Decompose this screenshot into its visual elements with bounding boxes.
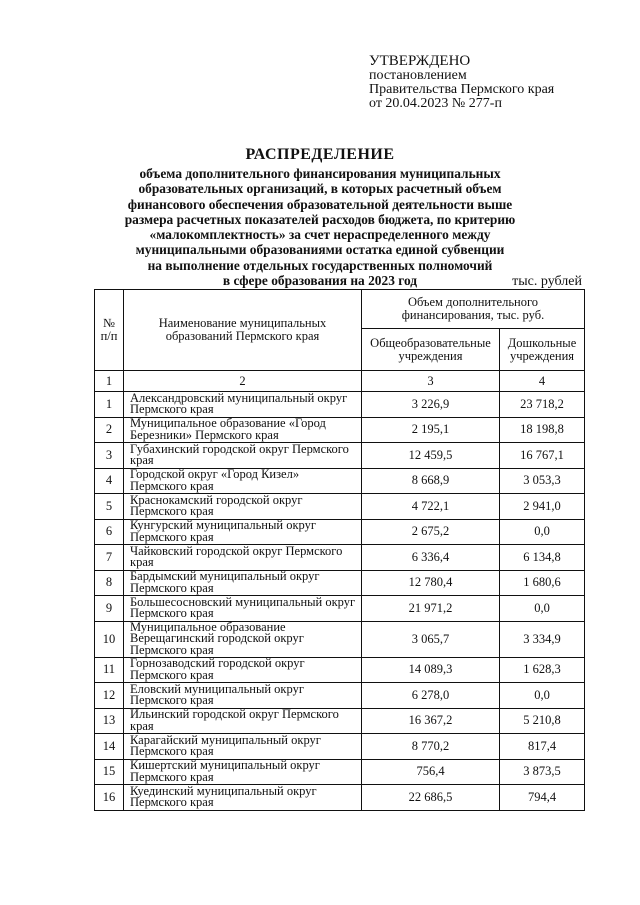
preschool-value: 16 767,1: [500, 443, 585, 469]
row-number: 7: [95, 545, 124, 571]
header-number: № п/п: [95, 290, 124, 371]
general-education-value: 3 065,7: [362, 621, 500, 657]
approval-heading: УТВЕРЖДЕНО: [369, 53, 471, 69]
general-education-value: 6 278,0: [362, 683, 500, 709]
general-education-value: 22 686,5: [362, 785, 500, 811]
subtitle-line: финансового обеспечения образовательной деятельности выше: [127, 196, 513, 212]
table-row: [95, 621, 585, 657]
preschool-value: 18 198,8: [500, 417, 585, 443]
preschool-value: 3 053,3: [500, 468, 585, 494]
preschool-value: 0,0: [500, 683, 585, 709]
index-cell: 2: [124, 371, 362, 392]
header-funding-group: Объем дополнительного финансирования, тыс. руб.: [362, 290, 585, 329]
table-row: [95, 545, 585, 571]
header-municipality: Наименование муниципальных образований Пермского края: [124, 290, 362, 371]
row-number: 4: [95, 468, 124, 494]
general-education-value: 12 780,4: [362, 570, 500, 596]
subtitle-line: образовательных организаций, в которых расчетный объем: [138, 181, 502, 197]
header-general-education: Общеобразовательные учреждения: [362, 329, 500, 371]
row-number: 15: [95, 759, 124, 785]
municipality-name: Большесосновский муниципальный округ Пермского края: [124, 596, 362, 622]
general-education-value: 4 722,1: [362, 494, 500, 520]
index-row: [95, 371, 585, 392]
municipality-name: Муниципальное образование Верещагинский городской округ Пермского края: [124, 621, 362, 657]
general-education-value: 6 336,4: [362, 545, 500, 571]
preschool-value: 23 718,2: [500, 392, 585, 418]
municipality-name: Карагайский муниципальный округ Пермского края: [124, 734, 362, 760]
general-education-value: 3 226,9: [362, 392, 500, 418]
general-education-value: 14 089,3: [362, 657, 500, 683]
index-cell: 4: [500, 371, 585, 392]
municipality-name: Городской округ «Город Кизел» Пермского края: [124, 468, 362, 494]
table-row: [95, 683, 585, 709]
municipality-name: Куединский муниципальный округ Пермского края: [124, 785, 362, 811]
index-cell: 1: [95, 371, 124, 392]
municipality-name: Губахинский городской округ Пермского края: [124, 443, 362, 469]
table-row: [95, 785, 585, 811]
row-number: 9: [95, 596, 124, 622]
general-education-value: 16 367,2: [362, 708, 500, 734]
general-education-value: 8 770,2: [362, 734, 500, 760]
approval-stamp: [369, 54, 554, 111]
table-row: [95, 519, 585, 545]
municipality-name: Еловский муниципальный округ Пермского края: [124, 683, 362, 709]
preschool-value: 0,0: [500, 519, 585, 545]
row-number: 16: [95, 785, 124, 811]
municipality-name: Горнозаводский городской округ Пермского края: [124, 657, 362, 683]
approval-line-1: постановлением: [369, 68, 467, 83]
table-row: [95, 443, 585, 469]
approval-line-3: от 20.04.2023 № 277-п: [369, 96, 502, 111]
table-row: [95, 759, 585, 785]
unit-label: тыс. рублей: [512, 274, 582, 289]
row-number: 5: [95, 494, 124, 520]
row-number: 8: [95, 570, 124, 596]
preschool-value: 6 134,8: [500, 545, 585, 571]
row-number: 3: [95, 443, 124, 469]
general-education-value: 8 668,9: [362, 468, 500, 494]
preschool-value: 1 628,3: [500, 657, 585, 683]
subtitle-line: размера расчетных показателей расходов бюджета, по критерию: [124, 211, 516, 227]
municipality-name: Ильинский городской округ Пермского края: [124, 708, 362, 734]
subtitle-line: муниципальными образованиями остатка единой субвенции: [135, 242, 505, 258]
municipality-name: Краснокамский городской округ Пермского края: [124, 494, 362, 520]
subtitle-line: «малокомплектность» за счет нераспределенного между: [149, 227, 491, 243]
distribution-table: [94, 289, 585, 811]
municipality-name: Александровский муниципальный округ Пермского края: [124, 392, 362, 418]
preschool-value: 1 680,6: [500, 570, 585, 596]
table-row: [95, 734, 585, 760]
table-row: [95, 657, 585, 683]
row-number: 11: [95, 657, 124, 683]
row-number: 12: [95, 683, 124, 709]
municipality-name: Бардымский муниципальный округ Пермского края: [124, 570, 362, 596]
document-title: РАСПРЕДЕЛЕНИЕ: [245, 146, 395, 163]
preschool-value: 794,4: [500, 785, 585, 811]
document-subtitle: [90, 166, 550, 288]
general-education-value: 2 195,1: [362, 417, 500, 443]
table-row: [95, 596, 585, 622]
preschool-value: 2 941,0: [500, 494, 585, 520]
municipality-name: Муниципальное образование «Город Березники» Пермского края: [124, 417, 362, 443]
preschool-value: 817,4: [500, 734, 585, 760]
municipality-name: Кунгурский муниципальный округ Пермского края: [124, 519, 362, 545]
row-number: 13: [95, 708, 124, 734]
general-education-value: 2 675,2: [362, 519, 500, 545]
preschool-value: 3 334,9: [500, 621, 585, 657]
table-row: [95, 708, 585, 734]
preschool-value: 5 210,8: [500, 708, 585, 734]
preschool-value: 0,0: [500, 596, 585, 622]
general-education-value: 21 971,2: [362, 596, 500, 622]
general-education-value: 12 459,5: [362, 443, 500, 469]
preschool-value: 3 873,5: [500, 759, 585, 785]
table-row: [95, 417, 585, 443]
subtitle-line: в сфере образования на 2023 год: [222, 273, 418, 289]
subtitle-line: объема дополнительного финансирования муниципальных: [139, 166, 501, 181]
row-number: 1: [95, 392, 124, 418]
municipality-name: Кишертский муниципальный округ Пермского края: [124, 759, 362, 785]
row-number: 10: [95, 621, 124, 657]
table-row: [95, 570, 585, 596]
row-number: 2: [95, 417, 124, 443]
approval-line-2: Правительства Пермского края: [369, 82, 555, 97]
index-cell: 3: [362, 371, 500, 392]
table-row: [95, 468, 585, 494]
header-preschool: Дошкольные учреждения: [500, 329, 585, 371]
table-row: [95, 494, 585, 520]
municipality-name: Чайковский городской округ Пермского края: [124, 545, 362, 571]
row-number: 6: [95, 519, 124, 545]
subtitle-line: на выполнение отдельных государственных полномочий: [147, 257, 493, 273]
table-row: [95, 392, 585, 418]
row-number: 14: [95, 734, 124, 760]
general-education-value: 756,4: [362, 759, 500, 785]
